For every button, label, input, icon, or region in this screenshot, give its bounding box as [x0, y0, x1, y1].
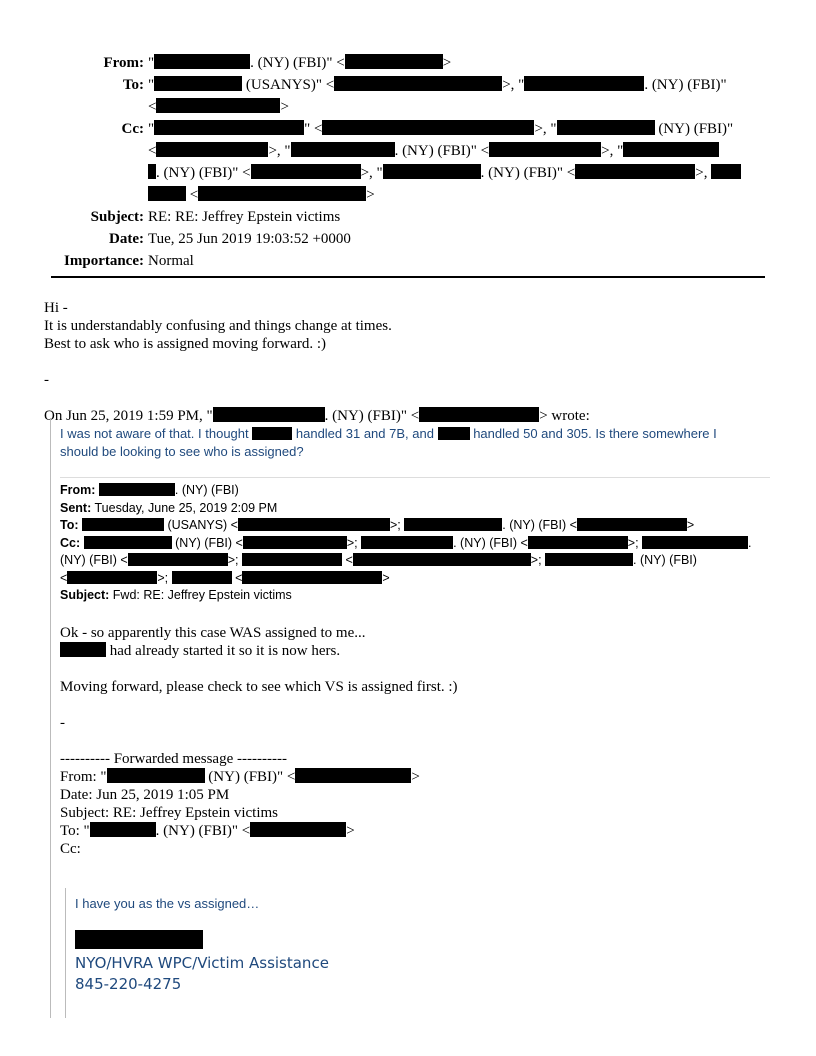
header-divider — [51, 276, 765, 278]
redaction — [383, 164, 481, 179]
redaction — [545, 553, 633, 566]
inner-message: I have you as the vs assigned… — [75, 896, 260, 911]
subject-value: RE: RE: Jeffrey Epstein victims — [148, 209, 341, 225]
redaction — [361, 536, 453, 549]
forward-header: From: . (NY) (FBI) Sent: Tuesday, June 25, 2019 2:09 PM To: (USANYS) < >; . (NY) (FBI) < > Cc: (NY) (FBI) < >; . (NY) (FBI) < >; . (NY) (FBI) < >; < >; . (NY) (FBI) < >; < > Subject: Fwd: RE: Jeffrey Epstein victims — [60, 483, 752, 602]
subject-row — [56, 206, 768, 228]
redaction — [291, 142, 395, 157]
redaction — [438, 427, 470, 440]
email-header — [56, 52, 768, 272]
redaction — [238, 518, 390, 531]
quoted-reply-text: I was not aware of that. I thought handled 31 and 7B, and handled 50 and 305. Is there somewhere I should be looking to see who is assigned? — [60, 426, 717, 459]
date-label: Date: — [109, 231, 144, 247]
redaction — [404, 518, 502, 531]
redaction — [82, 518, 164, 531]
redaction — [156, 142, 268, 157]
reply-body — [44, 299, 590, 425]
redaction — [107, 768, 205, 783]
redaction — [84, 536, 172, 549]
subject-label: Subject: — [90, 209, 144, 225]
redaction — [295, 768, 411, 783]
quote-separator — [60, 477, 770, 478]
redaction — [242, 553, 342, 566]
redaction — [172, 571, 232, 584]
signature: NYO/HVRA WPC/Victim Assistance 845-220-4275 — [75, 930, 329, 995]
redaction — [252, 427, 292, 440]
redaction — [322, 120, 534, 135]
redaction — [90, 822, 156, 837]
forward-body: Ok - so apparently this case WAS assigned to me... had already started it so it is now hers. Moving forward, please check to see which VS is assigned first. :) - ---------- Forwarded message ---------- From: " (NY) (FBI)" < > Date: Jun 25, 2019 1:05 PM Subject: RE: Jeffrey Epstein victims To: " . (NY) (FBI)" < > Cc: — [60, 625, 458, 857]
importance-row — [56, 250, 768, 272]
redaction — [557, 120, 655, 135]
redaction — [575, 164, 695, 179]
date-value: Tue, 25 Jun 2019 19:03:52 +0000 — [148, 231, 351, 247]
cc-row: Cc: " " < >, " (NY) (FBI)" < >, " . (NY) (FBI)" < >, " . (NY) (FBI)" < >, " . (NY) (FBI)" < >, < > — [56, 118, 768, 206]
redaction — [128, 553, 228, 566]
redaction — [251, 164, 361, 179]
redaction — [154, 76, 242, 91]
redaction — [148, 186, 186, 201]
date-row — [56, 228, 768, 250]
to-row: To: " (USANYS)" < >, " . (NY) (FBI)" < > — [56, 74, 768, 118]
cc-label: Cc: — [121, 121, 144, 137]
redaction — [524, 76, 644, 91]
importance-value: Normal — [148, 253, 194, 269]
redaction — [148, 164, 156, 179]
nested-quote — [65, 888, 666, 1018]
redaction — [250, 822, 346, 837]
redaction — [334, 76, 502, 91]
redaction — [75, 930, 203, 949]
reply-line: It is understandably confusing and things change at times. — [44, 318, 392, 334]
redaction — [154, 54, 250, 69]
redaction — [353, 553, 531, 566]
redaction — [711, 164, 741, 179]
from-row: From: " . (NY) (FBI)" < > — [56, 52, 768, 74]
redaction — [154, 120, 304, 135]
redaction — [623, 142, 719, 157]
redaction — [489, 142, 601, 157]
redaction — [345, 54, 443, 69]
quoted-message — [50, 418, 771, 1018]
redaction — [242, 571, 382, 584]
redaction — [642, 536, 748, 549]
from-label: From: — [103, 55, 144, 71]
wrote-line: On Jun 25, 2019 1:59 PM, " . (NY) (FBI)" < > wrote: — [44, 408, 590, 424]
redaction — [67, 571, 157, 584]
redaction — [198, 186, 366, 201]
redaction — [60, 642, 106, 657]
redaction — [243, 536, 347, 549]
redaction — [528, 536, 628, 549]
reply-line: Best to ask who is assigned moving forward. :) — [44, 336, 327, 352]
redaction — [577, 518, 687, 531]
greeting: Hi - — [44, 300, 68, 316]
redaction — [156, 98, 280, 113]
dash: - — [44, 372, 49, 388]
redaction — [99, 483, 175, 496]
importance-label: Importance: — [64, 253, 144, 269]
to-label: To: — [122, 77, 144, 93]
